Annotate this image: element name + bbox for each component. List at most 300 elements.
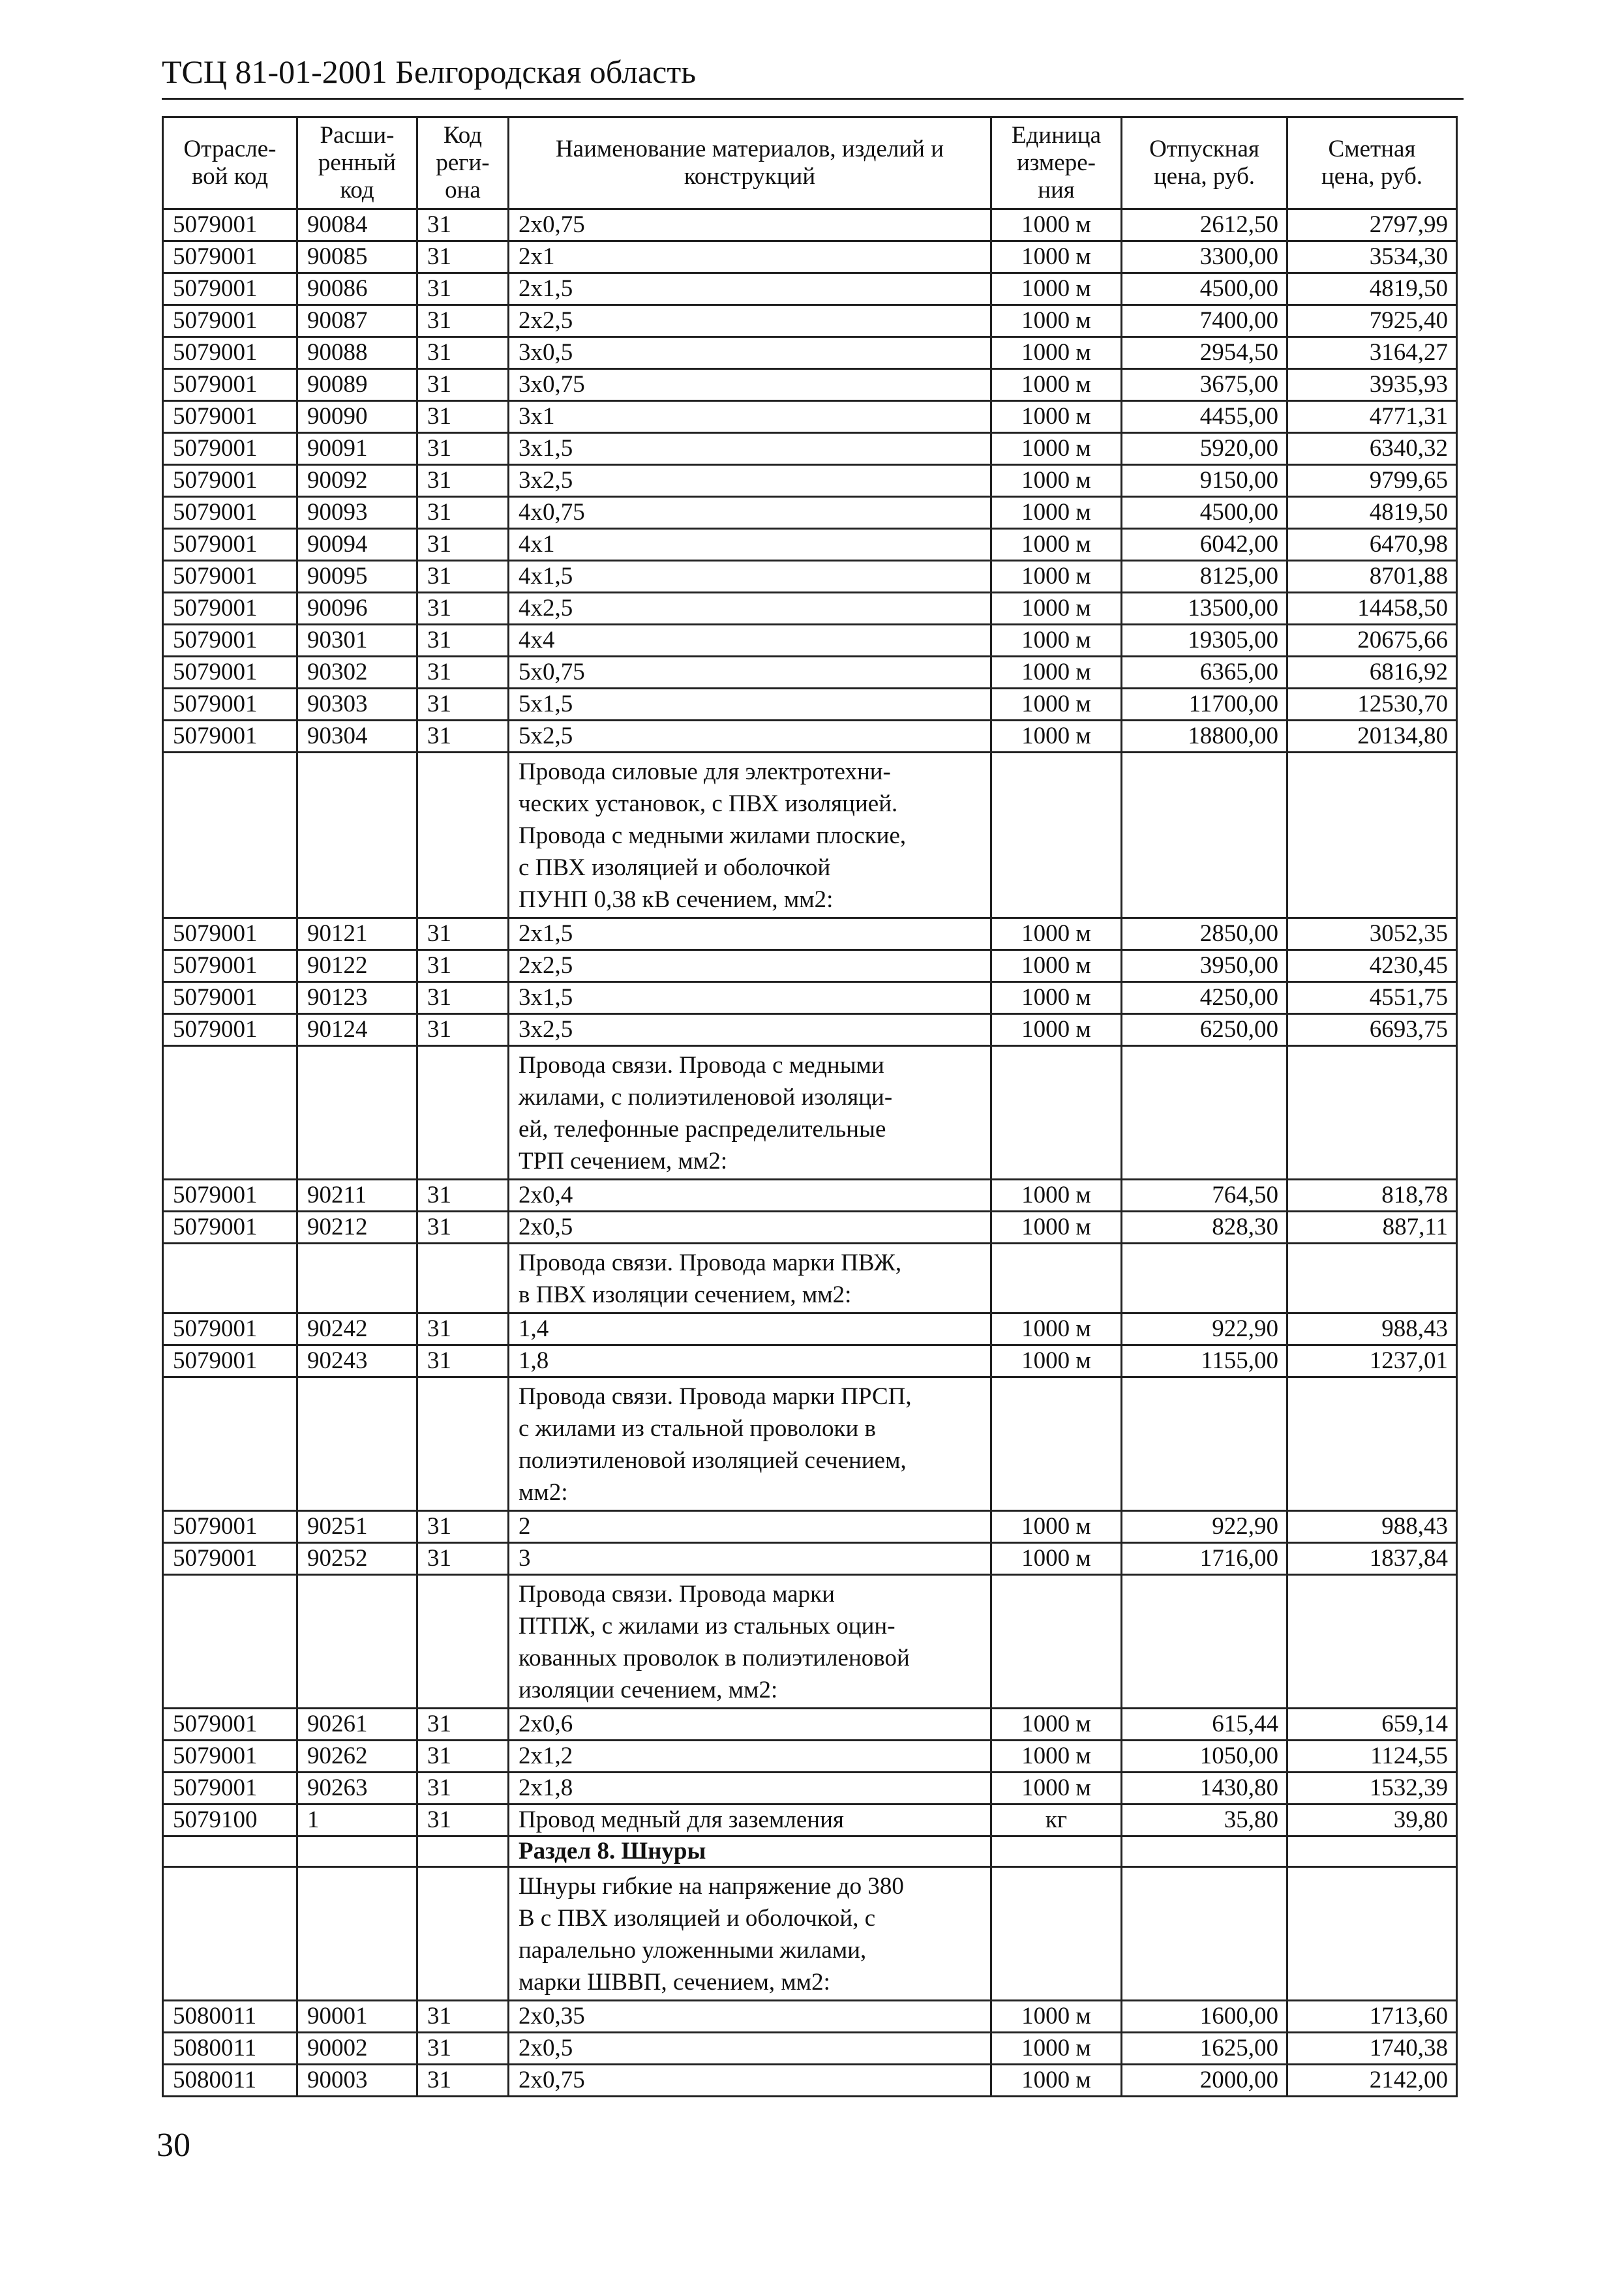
cell-region-code: 31 xyxy=(417,305,509,337)
section-heading-row xyxy=(163,1836,1457,1867)
header-line: Сметная xyxy=(1328,136,1416,162)
cell-region-code: 31 xyxy=(417,241,509,273)
cell-region-code xyxy=(417,1575,509,1709)
description-line: ческих установок, с ПВХ изоляцией. xyxy=(519,790,898,817)
cell-release-price: 4250,00 xyxy=(1122,982,1287,1014)
cell-industry-code xyxy=(163,1836,297,1867)
header-region-code xyxy=(417,117,509,209)
cell-unit: 1000 м xyxy=(991,1709,1122,1741)
cell-estimate-price xyxy=(1287,1244,1457,1313)
table-row xyxy=(163,593,1457,625)
header-release-price xyxy=(1122,117,1287,209)
cell-material-name: 4x0,75 xyxy=(509,497,991,529)
cell-region-code: 31 xyxy=(417,401,509,433)
cell-industry-code: 5079001 xyxy=(163,561,297,593)
cell-extended-code: 90091 xyxy=(297,433,417,465)
cell-industry-code: 5079001 xyxy=(163,433,297,465)
cell-extended-code: 90088 xyxy=(297,337,417,369)
table-row xyxy=(163,433,1457,465)
cell-release-price: 2850,00 xyxy=(1122,918,1287,950)
cell-estimate-price: 6816,92 xyxy=(1287,657,1457,689)
cell-region-code: 31 xyxy=(417,2065,509,2097)
table-row xyxy=(163,497,1457,529)
cell-unit: 1000 м xyxy=(991,1180,1122,1212)
cell-unit xyxy=(991,753,1122,918)
description-line: Провода связи. Провода с медными xyxy=(519,1052,884,1079)
table-row xyxy=(163,689,1457,721)
cell-industry-code: 5079001 xyxy=(163,209,297,241)
description-line: жилами, с полиэтиленовой изоляци- xyxy=(519,1084,893,1111)
header-line: Отпускная xyxy=(1149,136,1259,162)
cell-estimate-price xyxy=(1287,1046,1457,1180)
cell-unit: 1000 м xyxy=(991,273,1122,305)
cell-unit: 1000 м xyxy=(991,1345,1122,1377)
cell-industry-code: 5080011 xyxy=(163,2033,297,2065)
cell-material-name: 4x1,5 xyxy=(509,561,991,593)
table-row xyxy=(163,209,1457,241)
cell-extended-code: 90211 xyxy=(297,1180,417,1212)
group-description-row xyxy=(163,1867,1457,2001)
description-line: с жилами из стальной проволоки в xyxy=(519,1415,877,1442)
cell-unit: 1000 м xyxy=(991,561,1122,593)
cell-unit: 1000 м xyxy=(991,305,1122,337)
header-line: Единица xyxy=(1011,122,1102,149)
table-row xyxy=(163,561,1457,593)
cell-extended-code: 90212 xyxy=(297,1212,417,1244)
cell-release-price: 764,50 xyxy=(1122,1180,1287,1212)
cell-region-code: 31 xyxy=(417,1345,509,1377)
cell-estimate-price: 3935,93 xyxy=(1287,369,1457,401)
cell-industry-code xyxy=(163,1046,297,1180)
cell-extended-code: 90262 xyxy=(297,1741,417,1773)
cell-release-price: 1155,00 xyxy=(1122,1345,1287,1377)
table-row xyxy=(163,273,1457,305)
cell-release-price: 13500,00 xyxy=(1122,593,1287,625)
cell-material-name: 2x0,35 xyxy=(509,2001,991,2033)
cell-region-code xyxy=(417,753,509,918)
cell-release-price: 1716,00 xyxy=(1122,1543,1287,1575)
cell-region-code: 31 xyxy=(417,1511,509,1543)
cell-unit: 1000 м xyxy=(991,593,1122,625)
cell-region-code: 31 xyxy=(417,1180,509,1212)
group-description-row xyxy=(163,753,1457,918)
header-line: она xyxy=(445,177,481,203)
cell-unit: 1000 м xyxy=(991,918,1122,950)
cell-unit: 1000 м xyxy=(991,721,1122,753)
cell-industry-code: 5080011 xyxy=(163,2065,297,2097)
cell-region-code: 31 xyxy=(417,561,509,593)
cell-extended-code xyxy=(297,753,417,918)
cell-release-price xyxy=(1122,1244,1287,1313)
cell-industry-code: 5079001 xyxy=(163,465,297,497)
header-line: Расши- xyxy=(320,122,395,149)
cell-estimate-price: 4771,31 xyxy=(1287,401,1457,433)
cell-region-code: 31 xyxy=(417,950,509,982)
page-number: 30 xyxy=(157,2127,190,2164)
cell-release-price: 6365,00 xyxy=(1122,657,1287,689)
cell-release-price: 828,30 xyxy=(1122,1212,1287,1244)
cell-extended-code: 90124 xyxy=(297,1014,417,1046)
table-row xyxy=(163,625,1457,657)
cell-extended-code xyxy=(297,1244,417,1313)
cell-material-name: 4x4 xyxy=(509,625,991,657)
cell-estimate-price xyxy=(1287,1575,1457,1709)
cell-estimate-price: 4230,45 xyxy=(1287,950,1457,982)
cell-unit: 1000 м xyxy=(991,689,1122,721)
cell-industry-code: 5079001 xyxy=(163,337,297,369)
cell-material-name: 2 xyxy=(509,1511,991,1543)
cell-unit xyxy=(991,1046,1122,1180)
table-header-row xyxy=(163,117,1457,209)
cell-unit: 1000 м xyxy=(991,465,1122,497)
cell-unit: 1000 м xyxy=(991,2033,1122,2065)
cell-region-code: 31 xyxy=(417,982,509,1014)
cell-estimate-price: 2142,00 xyxy=(1287,2065,1457,2097)
description-line: Провода силовые для электротехни- xyxy=(519,758,891,785)
cell-region-code: 31 xyxy=(417,369,509,401)
cell-estimate-price: 6340,32 xyxy=(1287,433,1457,465)
header-rule xyxy=(162,98,1464,100)
header-extended-code xyxy=(297,117,417,209)
cell-unit xyxy=(991,1575,1122,1709)
cell-region-code: 31 xyxy=(417,625,509,657)
description-line: с ПВХ изоляцией и оболочкой xyxy=(519,854,831,881)
header-line: конструкций xyxy=(684,163,816,190)
cell-estimate-price: 1124,55 xyxy=(1287,1741,1457,1773)
cell-material-name xyxy=(509,1377,991,1511)
cell-unit: кг xyxy=(991,1804,1122,1836)
cell-material-name xyxy=(509,1046,991,1180)
cell-material-name: 4x1 xyxy=(509,529,991,561)
cell-region-code: 31 xyxy=(417,337,509,369)
cell-unit: 1000 м xyxy=(991,1014,1122,1046)
cell-estimate-price xyxy=(1287,1836,1457,1867)
cell-extended-code: 90085 xyxy=(297,241,417,273)
cell-material-name: 3x1 xyxy=(509,401,991,433)
table-row xyxy=(163,721,1457,753)
table-row xyxy=(163,657,1457,689)
table-row xyxy=(163,950,1457,982)
description-line: Шнуры гибкие на напряжение до 380 xyxy=(519,1873,904,1900)
table-row xyxy=(163,1511,1457,1543)
cell-industry-code: 5079001 xyxy=(163,1212,297,1244)
cell-release-price xyxy=(1122,1046,1287,1180)
cell-industry-code: 5079001 xyxy=(163,1709,297,1741)
description-line: Провода связи. Провода марки xyxy=(519,1581,835,1608)
cell-region-code: 31 xyxy=(417,593,509,625)
cell-extended-code: 90263 xyxy=(297,1773,417,1804)
cell-region-code: 31 xyxy=(417,1014,509,1046)
cell-industry-code: 5079001 xyxy=(163,1014,297,1046)
group-description-row xyxy=(163,1377,1457,1511)
header-line: код xyxy=(340,177,374,203)
header-industry-code xyxy=(163,117,297,209)
cell-extended-code: 90122 xyxy=(297,950,417,982)
cell-material-name: 2x2,5 xyxy=(509,950,991,982)
cell-industry-code xyxy=(163,1244,297,1313)
cell-industry-code: 5079001 xyxy=(163,657,297,689)
cell-extended-code: 90092 xyxy=(297,465,417,497)
cell-material-name: 5x0,75 xyxy=(509,657,991,689)
cell-material-name: 2x1,5 xyxy=(509,273,991,305)
cell-release-price xyxy=(1122,1836,1287,1867)
cell-material-name: 3x2,5 xyxy=(509,1014,991,1046)
cell-release-price: 1050,00 xyxy=(1122,1741,1287,1773)
cell-estimate-price: 3052,35 xyxy=(1287,918,1457,950)
cell-extended-code xyxy=(297,1867,417,2001)
cell-release-price xyxy=(1122,1867,1287,2001)
cell-estimate-price: 887,11 xyxy=(1287,1212,1457,1244)
cell-estimate-price: 7925,40 xyxy=(1287,305,1457,337)
table-row xyxy=(163,918,1457,950)
cell-material-name: 3x1,5 xyxy=(509,982,991,1014)
cell-unit: 1000 м xyxy=(991,369,1122,401)
description-line: Провода с медными жилами плоские, xyxy=(519,822,907,849)
cell-extended-code: 90093 xyxy=(297,497,417,529)
cell-release-price xyxy=(1122,753,1287,918)
cell-material-name: 3x2,5 xyxy=(509,465,991,497)
cell-unit: 1000 м xyxy=(991,2065,1122,2097)
cell-estimate-price: 1237,01 xyxy=(1287,1345,1457,1377)
cell-material-name xyxy=(509,1867,991,2001)
description-line: в ПВХ изоляции сечением, мм2: xyxy=(519,1281,852,1308)
description-line: Провода связи. Провода марки ПРСП, xyxy=(519,1383,912,1410)
header-unit xyxy=(991,117,1122,209)
cell-industry-code: 5079100 xyxy=(163,1804,297,1836)
cell-release-price: 9150,00 xyxy=(1122,465,1287,497)
cell-extended-code xyxy=(297,1836,417,1867)
cell-material-name: 2x2,5 xyxy=(509,305,991,337)
table-row xyxy=(163,1180,1457,1212)
cell-material-name: 2x0,4 xyxy=(509,1180,991,1212)
cell-material-name: 5x1,5 xyxy=(509,689,991,721)
cell-release-price: 1600,00 xyxy=(1122,2001,1287,2033)
cell-estimate-price: 1740,38 xyxy=(1287,2033,1457,2065)
cell-material-name: 2x0,6 xyxy=(509,1709,991,1741)
cell-industry-code: 5079001 xyxy=(163,497,297,529)
cell-release-price: 4500,00 xyxy=(1122,273,1287,305)
price-table-container xyxy=(162,116,1456,2097)
cell-estimate-price: 14458,50 xyxy=(1287,593,1457,625)
cell-material-name: 2x0,5 xyxy=(509,1212,991,1244)
cell-extended-code xyxy=(297,1575,417,1709)
cell-extended-code: 90003 xyxy=(297,2065,417,2097)
cell-unit: 1000 м xyxy=(991,337,1122,369)
table-row xyxy=(163,1741,1457,1773)
cell-extended-code xyxy=(297,1377,417,1511)
header-line: вой код xyxy=(191,163,269,190)
cell-release-price: 11700,00 xyxy=(1122,689,1287,721)
cell-region-code: 31 xyxy=(417,1543,509,1575)
table-row xyxy=(163,2001,1457,2033)
header-material-name xyxy=(509,117,991,209)
cell-unit: 1000 м xyxy=(991,209,1122,241)
cell-estimate-price: 818,78 xyxy=(1287,1180,1457,1212)
cell-material-name: 3x0,5 xyxy=(509,337,991,369)
cell-material-name: 5x2,5 xyxy=(509,721,991,753)
cell-extended-code: 90123 xyxy=(297,982,417,1014)
cell-industry-code: 5079001 xyxy=(163,529,297,561)
cell-release-price: 2612,50 xyxy=(1122,209,1287,241)
cell-estimate-price: 988,43 xyxy=(1287,1511,1457,1543)
cell-industry-code: 5079001 xyxy=(163,1741,297,1773)
cell-region-code: 31 xyxy=(417,209,509,241)
cell-industry-code: 5080011 xyxy=(163,2001,297,2033)
cell-release-price: 18800,00 xyxy=(1122,721,1287,753)
description-line: полиэтиленовой изоляцией сечением, xyxy=(519,1447,907,1474)
price-table xyxy=(162,116,1458,2097)
cell-material-name: 2x0,5 xyxy=(509,2033,991,2065)
cell-unit: 1000 м xyxy=(991,1212,1122,1244)
cell-unit: 1000 м xyxy=(991,657,1122,689)
cell-extended-code: 90086 xyxy=(297,273,417,305)
cell-estimate-price: 2797,99 xyxy=(1287,209,1457,241)
table-row xyxy=(163,241,1457,273)
cell-material-name: 2x1 xyxy=(509,241,991,273)
cell-region-code: 31 xyxy=(417,657,509,689)
table-row xyxy=(163,1804,1457,1836)
cell-industry-code: 5079001 xyxy=(163,401,297,433)
cell-release-price xyxy=(1122,1377,1287,1511)
cell-unit: 1000 м xyxy=(991,1511,1122,1543)
cell-industry-code: 5079001 xyxy=(163,593,297,625)
cell-estimate-price: 3164,27 xyxy=(1287,337,1457,369)
cell-release-price: 3675,00 xyxy=(1122,369,1287,401)
table-row xyxy=(163,2033,1457,2065)
cell-region-code: 31 xyxy=(417,529,509,561)
cell-industry-code: 5079001 xyxy=(163,721,297,753)
header-line: Код xyxy=(443,122,483,149)
table-row xyxy=(163,465,1457,497)
cell-unit: 1000 м xyxy=(991,1543,1122,1575)
cell-region-code: 31 xyxy=(417,273,509,305)
cell-extended-code: 90002 xyxy=(297,2033,417,2065)
cell-industry-code: 5079001 xyxy=(163,1511,297,1543)
cell-region-code: 31 xyxy=(417,465,509,497)
cell-release-price: 7400,00 xyxy=(1122,305,1287,337)
cell-estimate-price: 988,43 xyxy=(1287,1313,1457,1345)
cell-release-price: 1625,00 xyxy=(1122,2033,1287,2065)
cell-release-price: 2000,00 xyxy=(1122,2065,1287,2097)
cell-estimate-price: 6470,98 xyxy=(1287,529,1457,561)
cell-unit xyxy=(991,1836,1122,1867)
cell-industry-code: 5079001 xyxy=(163,689,297,721)
cell-industry-code: 5079001 xyxy=(163,1773,297,1804)
cell-industry-code xyxy=(163,1575,297,1709)
header-estimate-price xyxy=(1287,117,1457,209)
cell-unit: 1000 м xyxy=(991,529,1122,561)
table-row xyxy=(163,2065,1457,2097)
cell-estimate-price xyxy=(1287,1377,1457,1511)
description-line: кованных проволок в полиэтиленовой xyxy=(519,1645,910,1671)
description-line: изоляции сечением, мм2: xyxy=(519,1677,778,1703)
cell-extended-code: 90261 xyxy=(297,1709,417,1741)
cell-region-code: 31 xyxy=(417,433,509,465)
cell-extended-code: 90121 xyxy=(297,918,417,950)
table-row xyxy=(163,305,1457,337)
cell-estimate-price: 39,80 xyxy=(1287,1804,1457,1836)
cell-unit: 1000 м xyxy=(991,982,1122,1014)
cell-industry-code: 5079001 xyxy=(163,950,297,982)
cell-extended-code: 1 xyxy=(297,1804,417,1836)
cell-estimate-price: 20675,66 xyxy=(1287,625,1457,657)
table-row xyxy=(163,1709,1457,1741)
cell-industry-code: 5079001 xyxy=(163,241,297,273)
cell-unit xyxy=(991,1867,1122,2001)
description-line: мм2: xyxy=(519,1479,568,1506)
description-line: ПУНП 0,38 кВ сечением, мм2: xyxy=(519,886,834,913)
cell-extended-code: 90001 xyxy=(297,2001,417,2033)
cell-extended-code xyxy=(297,1046,417,1180)
cell-estimate-price: 659,14 xyxy=(1287,1709,1457,1741)
cell-extended-code: 90094 xyxy=(297,529,417,561)
cell-industry-code: 5079001 xyxy=(163,369,297,401)
cell-industry-code: 5079001 xyxy=(163,918,297,950)
cell-release-price xyxy=(1122,1575,1287,1709)
cell-region-code: 31 xyxy=(417,1804,509,1836)
cell-unit: 1000 м xyxy=(991,1741,1122,1773)
cell-industry-code: 5079001 xyxy=(163,1313,297,1345)
cell-material-name: 2x1,8 xyxy=(509,1773,991,1804)
cell-region-code: 31 xyxy=(417,2001,509,2033)
description-line: паралельно уложенными жилами, xyxy=(519,1937,867,1964)
cell-material-name: 2x0,75 xyxy=(509,209,991,241)
table-row xyxy=(163,529,1457,561)
cell-material-name: 3x0,75 xyxy=(509,369,991,401)
description-line: ПТПЖ, с жилами из стальных оцин- xyxy=(519,1613,895,1640)
cell-estimate-price: 9799,65 xyxy=(1287,465,1457,497)
cell-estimate-price: 4819,50 xyxy=(1287,497,1457,529)
cell-material-name: 3x1,5 xyxy=(509,433,991,465)
description-line: ТРП сечением, мм2: xyxy=(519,1148,728,1175)
cell-industry-code xyxy=(163,753,297,918)
header-line: измере- xyxy=(1017,149,1096,176)
cell-region-code xyxy=(417,1244,509,1313)
table-row xyxy=(163,1345,1457,1377)
cell-extended-code: 90251 xyxy=(297,1511,417,1543)
cell-release-price: 8125,00 xyxy=(1122,561,1287,593)
cell-region-code: 31 xyxy=(417,1212,509,1244)
cell-extended-code: 90084 xyxy=(297,209,417,241)
cell-region-code: 31 xyxy=(417,497,509,529)
table-row xyxy=(163,1212,1457,1244)
document-header: ТСЦ 81-01-2001 Белгородская область xyxy=(162,53,697,90)
table-row xyxy=(163,1014,1457,1046)
cell-material-name: Провод медный для заземления xyxy=(509,1804,991,1836)
cell-material-name: 2x1,2 xyxy=(509,1741,991,1773)
cell-region-code xyxy=(417,1377,509,1511)
cell-estimate-price: 4551,75 xyxy=(1287,982,1457,1014)
cell-material-name: 3 xyxy=(509,1543,991,1575)
group-description-row xyxy=(163,1575,1457,1709)
table-row xyxy=(163,337,1457,369)
cell-industry-code: 5079001 xyxy=(163,305,297,337)
table-row xyxy=(163,369,1457,401)
cell-industry-code: 5079001 xyxy=(163,625,297,657)
cell-release-price: 4500,00 xyxy=(1122,497,1287,529)
cell-release-price: 19305,00 xyxy=(1122,625,1287,657)
cell-estimate-price: 12530,70 xyxy=(1287,689,1457,721)
table-row xyxy=(163,1543,1457,1575)
cell-region-code: 31 xyxy=(417,1741,509,1773)
header-line: реги- xyxy=(436,149,490,176)
cell-material-name xyxy=(509,753,991,918)
description-line: ей, телефонные распределительные xyxy=(519,1116,886,1143)
cell-material-name: 1,4 xyxy=(509,1313,991,1345)
description-line: Провода связи. Провода марки ПВЖ, xyxy=(519,1250,902,1276)
cell-unit: 1000 м xyxy=(991,1773,1122,1804)
cell-industry-code: 5079001 xyxy=(163,273,297,305)
